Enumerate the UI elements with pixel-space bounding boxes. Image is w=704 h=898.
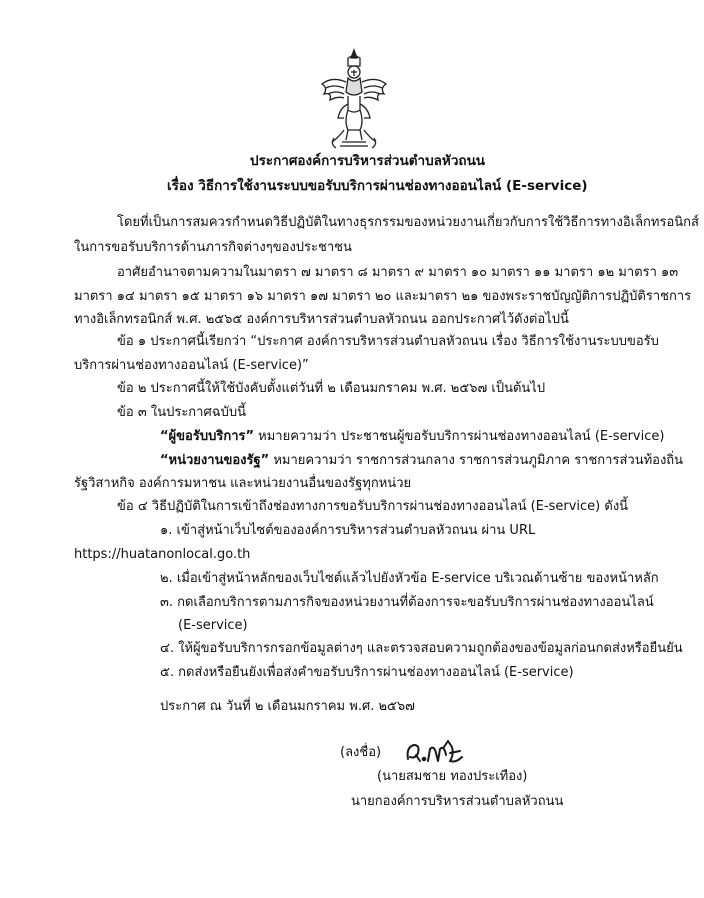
signed-label: (ลงชื่อ): [340, 745, 382, 760]
signatory-position: นายกองค์การบริหารส่วนตำบลหัวถนน: [351, 794, 564, 809]
clause-3: ข้อ ๓ ในประกาศฉบับนี้: [117, 405, 246, 420]
step-3: ๓. กดเลือกบริการตามภารกิจของหน่วยงานที่ต้องการจะขอรับบริการผ่านช่องทางออนไลน์: [160, 595, 654, 610]
clause-4: ข้อ ๔ วิธีปฏิบัติในการเข้าถึงช่องทางการขอรับบริการผ่านช่องทางออนไลน์ (E-service) ดังนี้: [117, 499, 629, 514]
handwritten-signature: [404, 735, 466, 767]
step-3-cont: (E-service): [178, 618, 248, 633]
announcement-date: ประกาศ ณ วันที่ ๒ เดือนมกราคม พ.ศ. ๒๕๖๗: [160, 699, 415, 714]
definition-2-cont: รัฐวิสาหกิจ องค์การมหาชน และหน่วยงานอื่นของรัฐทุกหน่วย: [74, 476, 412, 491]
definition-term: “หน่วยงานของรัฐ”: [160, 453, 270, 468]
definition-1: [160, 428, 664, 446]
website-url-link[interactable]: https://huatanonlocal.go.th: [74, 547, 251, 562]
paragraph-line: ทางอิเล็กทรอนิกส์ พ.ศ. ๒๕๖๕ องค์การบริหารส่วนตำบลหัวถนน ออกประกาศไว้ดังต่อไปนี้: [74, 312, 569, 327]
definition-term: “ผู้ขอรับบริการ”: [160, 429, 255, 444]
step-1: ๑. เข้าสู่หน้าเว็บไซต์ขององค์การบริหารส่วนตำบลหัวถนน ผ่าน URL: [160, 523, 536, 538]
clause-1-line: บริการผ่านช่องทางออนไลน์ (E-service)”: [74, 358, 309, 373]
clause-2: ข้อ ๒ ประกาศนี้ให้ใช้บังคับตั้งแต่วันที่ ๒ เดือนมกราคม พ.ศ. ๒๕๖๗ เป็นต้นไป: [117, 381, 546, 396]
definition-text: หมายความว่า ประชาชนผู้ขอรับบริการผ่านช่องทางออนไลน์ (E-service): [254, 429, 665, 444]
definition-text: หมายความว่า ราชการส่วนกลาง ราชการส่วนภูมิภาค ราชการส่วนท้องถิ่น: [269, 453, 684, 468]
step-2: ๒. เมื่อเข้าสู่หน้าหลักของเว็บไซต์แล้วไปยังหัวข้อ E-service บริเวณด้านซ้าย ของหน้าหลัก: [160, 571, 659, 586]
paragraph-line: อาศัยอำนาจตามความในมาตรา ๗ มาตรา ๘ มาตรา ๙ มาตรา ๑๐ มาตรา ๑๑ มาตรา ๑๒ มาตรา ๑๓: [117, 265, 679, 280]
step-4: ๔. ให้ผู้ขอรับบริการกรอกข้อมูลต่างๆ และตรวจสอบความถูกต้องของข้อมูลก่อนกดส่งหรือยืนยัน: [160, 641, 683, 656]
paragraph-line: มาตรา ๑๔ มาตรา ๑๕ มาตรา ๑๖ มาตรา ๑๗ มาตรา ๒๐ และมาตรา ๒๑ ของพระราชบัญญัติการปฏิบัติราชการ: [74, 289, 692, 304]
step-5: ๕. กดส่งหรือยืนยังเพื่อส่งคำขอรับบริการผ่านช่องทางออนไลน์ (E-service): [160, 665, 574, 680]
clause-1-line: ข้อ ๑ ประกาศนี้เรียกว่า “ประกาศ องค์การบริหารส่วนตำบลหัวถนน เรื่อง วิธีการใช้งานระบบขอรับ: [117, 334, 659, 349]
document-subject: เรื่อง วิธีการใช้งานระบบขอรับบริการผ่านช่องทางออนไลน์ (E-service): [167, 178, 588, 194]
garuda-emblem-icon: [318, 48, 390, 152]
definition-2: [160, 452, 683, 470]
signatory-name: (นายสมชาย ทองประเทือง): [377, 769, 528, 784]
paragraph-line: ในการขอรับบริการด้านภารกิจต่างๆของประชาชน: [74, 240, 352, 255]
document-title: ประกาศองค์การบริหารส่วนตำบลหัวถนน: [250, 153, 486, 169]
paragraph-line: โดยที่เป็นการสมควรกำหนดวิธีปฏิบัติในทางธุรกรรมของหน่วยงานเกี่ยวกับการใช้วิธีการทางอิเล็กทรอนิกส์: [117, 215, 699, 230]
